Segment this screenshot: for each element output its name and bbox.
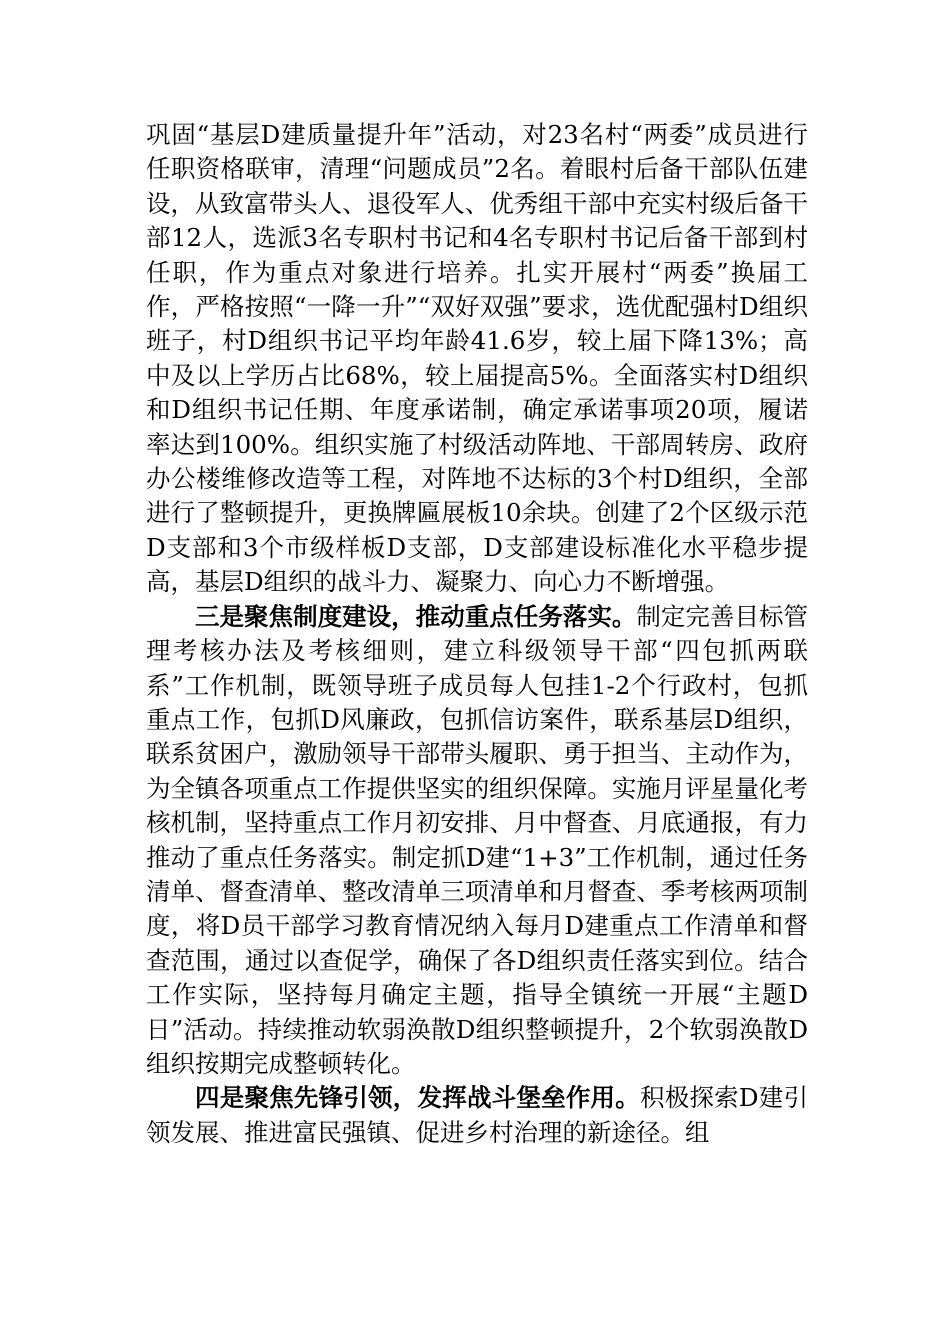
paragraph-1-text: 巩固“基层D建质量提升年”活动，对23名村“两委”成员进行任职资格联审，清理“问题成员”2名。着眼村后备干部队伍建设，从致富带头人、退役军人、优秀组干部中充实村级后备干部12人，选派3名专职村书记和4名专职村书记后备干部到村任职，作为重点对象进行培养。扎实开展村“两委”换届工作，严格按照“一降一升”“双好双强”要求，选优配强村D组织班子，村D组织书记平均年龄41.6岁，较上届下降13%；高中及以上学历占比68%，较上届提高5%。全面落实村D组织和D组织书记任期、年度承诺制，确定承诺事项20项，履诺率达到100%。组织实施了村级活动阵地、干部周转房、政府办公楼维修改造等工程，对阵地不达标的3个村D组织，全部进行了整顿提升，更换牌匾展板10余块。创建了2个区级示范D支部和3个市级样板D支部，D支部建设标准化水平稳步提高，基层D组织的战斗力、凝聚力、向心力不断增强。 bbox=[146, 120, 808, 597]
paragraph-3-text: 积极探索D建引领发展、推进富民强镇、促进乡村治理的新途径。组 bbox=[146, 1083, 808, 1147]
paragraph-2 bbox=[146, 600, 808, 1082]
paragraph-3 bbox=[146, 1081, 808, 1150]
paragraph-1 bbox=[146, 118, 808, 600]
paragraph-2-text: 制定完善目标管理考核办法及考核细则，建立科级领导干部“四包抓两联系”工作机制，既领导班子成员每人包挂1-2个行政村，包抓重点工作，包抓D风廉政，包抓信访案件，联系基层D组织，联系贫困户，激励领导干部带头履职、勇于担当、主动作为，为全镇各项重点工作提供坚实的组织保障。实施月评星量化考核机制，坚持重点工作月初安排、月中督查、月底通报，有力推动了重点任务落实。制定抓D建“1+3”工作机制，通过任务清单、督查清单、整改清单三项清单和月督查、季考核两项制度，将D员干部学习教育情况纳入每月D建重点工作清单和督查范围，通过以查促学，确保了各D组织责任落实到位。结合工作实际，坚持每月确定主题，指导全镇统一开展“主题D日”活动。持续推动软弱涣散D组织整顿提升，2个软弱涣散D组织按期完成整顿转化。 bbox=[146, 601, 808, 1078]
paragraph-3-heading: 四是聚焦先锋引领，发挥战斗堡垒作用。 bbox=[195, 1083, 641, 1113]
document-page bbox=[146, 118, 808, 1150]
paragraph-2-heading: 三是聚焦制度建设，推动重点任务落实。 bbox=[195, 601, 637, 631]
